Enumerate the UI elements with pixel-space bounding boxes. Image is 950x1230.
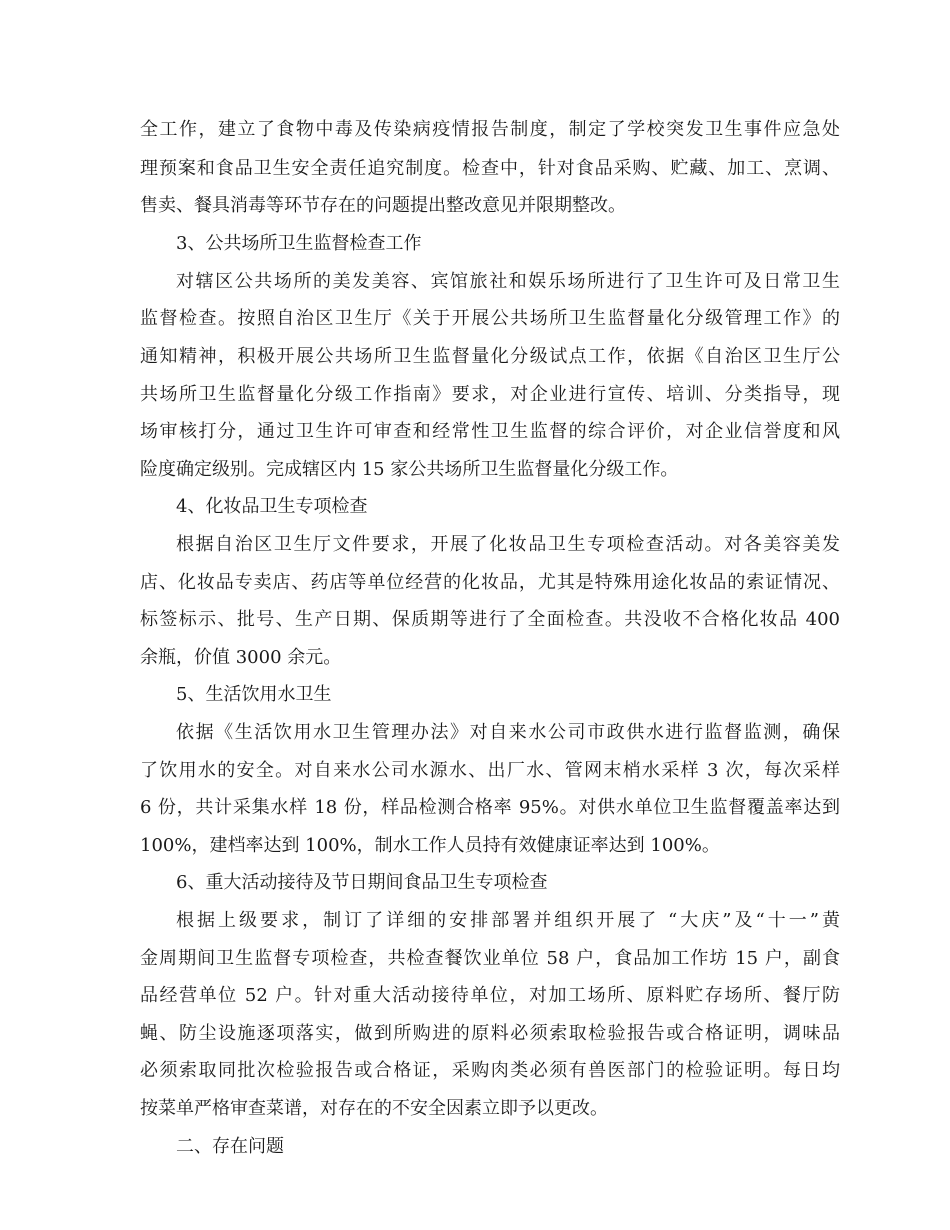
text-line: 险度确定级别。完成辖区内 15 家公共场所卫生监督量化分级工作。 <box>140 459 679 480</box>
text-line: 售卖、餐具消毒等环节存在的问题提出整改意见并限期整改。 <box>140 195 626 216</box>
text-line: 标签标示、批号、生产日期、保质期等进行了全面检查。共没收不合格化妆品 400 <box>140 609 840 630</box>
text-line: 监督检查。按照自治区卫生厅《关于开展公共场所卫生监督量化分级管理工作》的 <box>140 308 840 329</box>
text-line: 依据《生活饮用水卫生管理办法》对自来水公司市政供水进行监督监测，确保 <box>176 722 840 743</box>
text-line: 6 份，共计采集水样 18 份，样品检测合格率 95%。对供水单位卫生监督覆盖率达到 <box>140 797 840 818</box>
text-line: 必须索取同批次检验报告或合格证，采购肉类必须有兽医部门的检验证明。每日均 <box>140 1060 840 1081</box>
text-line: 100%，建档率达到 100%，制水工作人员持有效健康证率达到 100%。 <box>140 835 720 856</box>
text-line: 按菜单严格审查菜谱，对存在的不安全因素立即予以更改。 <box>140 1098 608 1119</box>
text-line: 余瓶，价值 3000 余元。 <box>140 647 342 668</box>
text-line: 金周期间卫生监督专项检查，共检查餐饮业单位 58 户，食品加工作坊 15 户，副食 <box>140 948 840 969</box>
section-heading: 6、重大活动接待及节日期间食品卫生专项检查 <box>176 872 548 893</box>
text-line: 品经营单位 52 户。针对重大活动接待单位，对加工场所、原料贮存场所、餐厅防 <box>140 985 840 1006</box>
section-heading: 4、化妆品卫生专项检查 <box>176 496 368 517</box>
text-line: 通知精神，积极开展公共场所卫生监督量化分级试点工作，依据《自治区卫生厅公 <box>140 346 840 367</box>
section-heading: 3、公共场所卫生监督检查工作 <box>176 233 422 254</box>
section-heading: 二、存在问题 <box>176 1136 284 1157</box>
text-line: 场审核打分，通过卫生许可审查和经常性卫生监督的综合评价，对企业信誉度和风 <box>140 421 840 442</box>
section-heading: 5、生活饮用水卫生 <box>176 684 332 705</box>
text-line: 全工作，建立了食物中毒及传染病疫情报告制度，制定了学校突发卫生事件应急处 <box>140 119 840 140</box>
text-line: 蝇、防尘设施逐项落实，做到所购进的原料必须索取检验报告或合格证明，调味品 <box>140 1023 840 1044</box>
text-line: 根据自治区卫生厅文件要求，开展了化妆品卫生专项检查活动。对各美容美发 <box>176 534 840 555</box>
text-line: 共场所卫生监督量化分级工作指南》要求，对企业进行宣传、培训、分类指导，现 <box>140 384 840 405</box>
text-line: 了饮用水的安全。对自来水公司水源水、出厂水、管网末梢水采样 3 次，每次采样 <box>140 760 840 781</box>
text-line: 店、化妆品专卖店、药店等单位经营的化妆品，尤其是特殊用途化妆品的索证情况、 <box>140 572 840 593</box>
text-line: 对辖区公共场所的美发美容、宾馆旅社和娱乐场所进行了卫生许可及日常卫生 <box>176 271 840 292</box>
text-line: 根据上级要求，制订了详细的安排部署并组织开展了 “大庆”及“十一”黄 <box>176 910 840 931</box>
text-line: 理预案和食品卫生安全责任追究制度。检查中，针对食品采购、贮藏、加工、烹调、 <box>140 158 840 179</box>
